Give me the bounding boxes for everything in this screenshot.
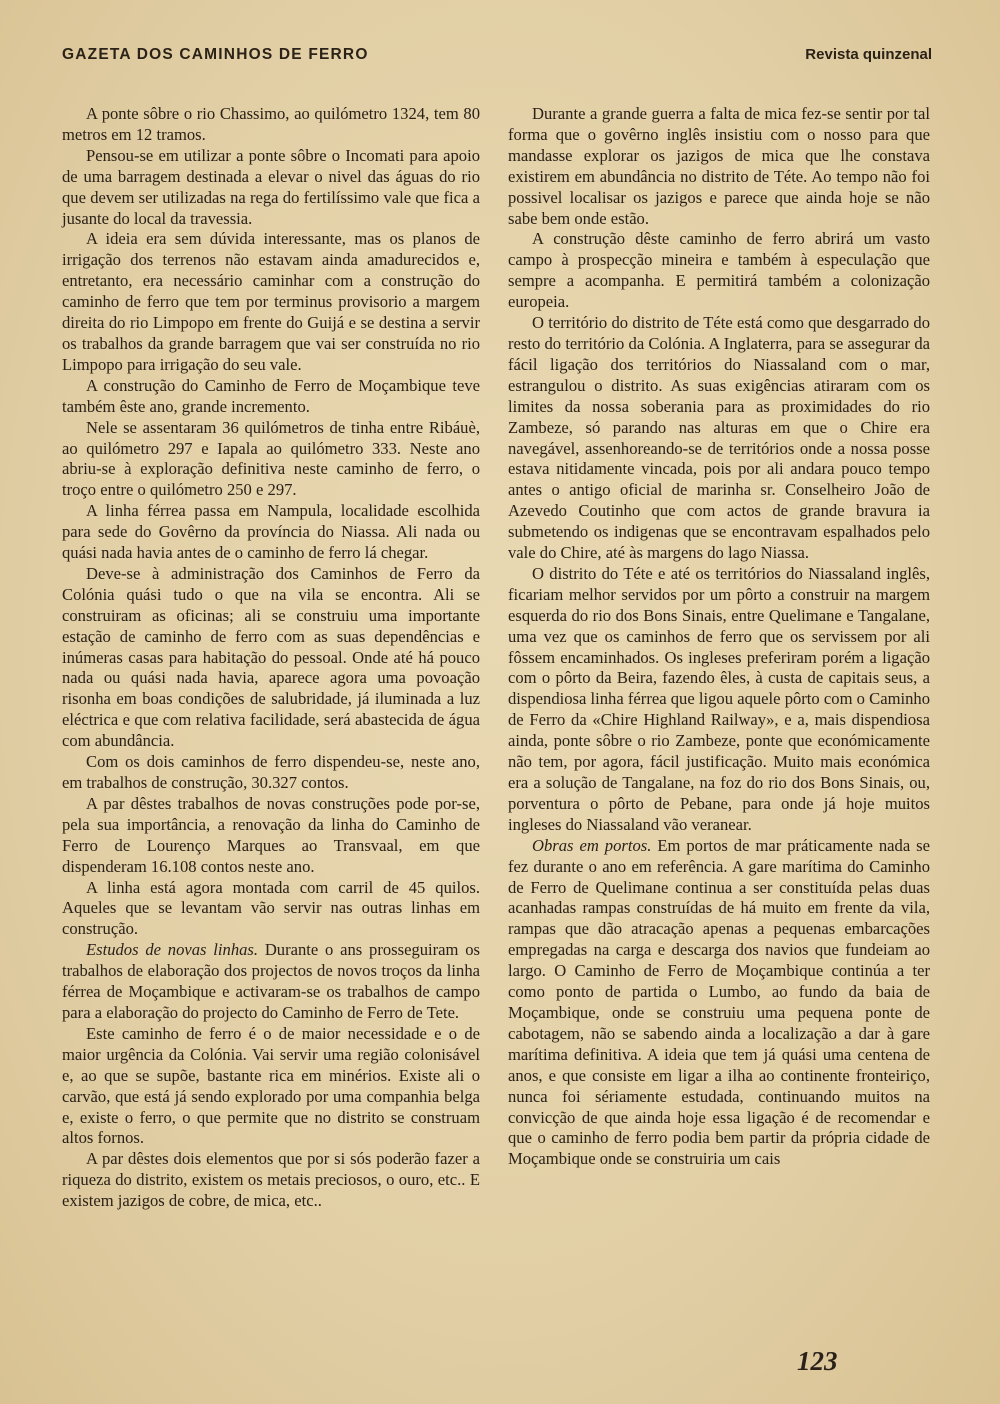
paragraph-text: A ponte sôbre o rio Chassimo, ao quilómetro 1324, tem 80 metros em 12 tramos. — [62, 104, 480, 144]
paragraph — [62, 146, 480, 230]
paragraph-text: Nele se assentaram 36 quilómetros de tinha entre Ribáuè, ao quilómetro 297 e Iapala ao quilómetro 333. Neste ano abriu-se à exploração definitiva neste caminho de ferro, o troço entre o quilómetro 250 e 297. — [62, 417, 480, 500]
paragraph-text: A par dêstes dois elementos que por si sós poderão fazer a riqueza do distrito, existem os metais preciosos, o ouro, etc.. E existem jazigos de cobre, de mica, etc.. — [62, 1149, 480, 1211]
paragraph-text: Com os dois caminhos de ferro dispendeu-se, neste ano, em trabalhos de construção, 30.327 contos. — [62, 752, 480, 792]
paragraph — [62, 940, 480, 1024]
paragraph — [62, 878, 480, 941]
paragraph-text: Em portos de mar práticamente nada se fez durante o ano em referência. A gare marítima do Caminho de Ferro de Quelimane continua a ser constituída pelas duas acanhadas rampas construídas de há muito em frente da vila, rampas que dão atracação apenas a pequenas embarcações empregadas na carga e descarga dos navios que fundeiam ao largo. O Caminho de Ferro de Moçambique continúa a ter como ponto de partida o Lumbo, ao fundo da baia de Moçambique, onde se construiu uma pequena ponte de cabotagem, não se sabendo ainda a localização a dar à gare marítima definitiva. A ideia que tem já quási uma centena de anos, e que consiste em ligar a ilha ao continente fronteiriço, nunca foi sériamente estudada, continuando muitos na convicção de que ainda hoje essa ligação é de recomendar e que o caminho de ferro podia bem partir da própria cidade de Moçambique onde se construiria um cais — [508, 835, 931, 1169]
paragraph — [62, 104, 480, 146]
paragraph-text: A ideia era sem dúvida interessante, mas os planos de irrigação dos terrenos não estavam ainda amadurecidos e, entretanto, era necessário caminhar com a construção do caminho de ferro que tem por terminus provisorio a margem direita do rio Limpopo em frente do Guijá e se destina a servir os trabalhos da grande barragem que vai ser construída no rio Limpopo para irrigação do seu vale. — [62, 229, 480, 374]
paragraph-text: A linha férrea passa em Nampula, localidade escolhida para sede do Govêrno da província do Niassa. Ali nada ou quási nada havia antes de o caminho de ferro lá chegar. — [62, 501, 480, 563]
paragraph — [62, 752, 480, 794]
paragraph — [62, 1149, 480, 1212]
paragraph-text: O distrito do Téte e até os territórios do Niassaland inglês, ficariam melhor servidos por um pôrto a construir na margem esquerda do rio dos Bons Sinais, entre Quelimane e Tangalane, uma vez que os caminhos de ferro que os servissem por ali fôssem encaminhados. Os ingleses preferiram porém a ligação com o pôrto da Beira, fazendo êles, à custa de capitais seus, a dispendiosa linha férrea que ligou aquele pôrto com o Caminho de Ferro da «Chire Highland Railway», e a, mais dispendiosa ainda, ponte sôbre o rio Zambeze, ponte que económicamente não tem, por agora, fácil justificação. Muito mais económica era a solução de Tangalane, na foz do rio dos Bons Sinais, ou, porventura o pôrto de Pebane, para onde já hoje muitos ingleses do Niassaland vão veranear. — [508, 563, 930, 834]
section-lead: Estudos de novas linhas. — [86, 940, 259, 960]
paragraph — [62, 418, 480, 502]
section-lead: Obras em portos. — [532, 835, 652, 855]
paragraph — [508, 564, 930, 836]
paragraph — [508, 229, 930, 313]
paragraph-text: Pensou-se em utilizar a ponte sôbre o Incomati para apoio de uma barragem destinada a elevar o nivel das águas do rio que devem ser utilizadas na rega do fertilíssimo vale que fica a jusante do local da travessia. — [62, 145, 480, 228]
page-number: 123 — [797, 1346, 838, 1376]
paragraph — [62, 229, 480, 375]
paragraph-text: O território do distrito de Téte está como que desgarrado do resto do território da Colónia. A Inglaterra, para se assegurar da fácil ligação dos territórios do Niassaland com o mar, estrangulou o distrito. As suas exigências atiraram com os limites da nossa soberania para as proximidades do rio Zambeze, só parando nas alturas em que o Chire era navegável, assenhoreando-se de territórios onde a nossa posse estava nitidamente vincada, pois por ali andara pouco tempo antes o antigo oficial de marinha sr. Conselheiro João de Azevedo Coutinho que com actos de grande bravura ia submetendo os indigenas que se encontravam espalhados pelo vale do Chire, até às margens do lago Niassa. — [508, 313, 930, 563]
paragraph — [62, 376, 480, 418]
paragraph — [508, 104, 930, 229]
paragraph — [62, 564, 480, 752]
paragraph-text: Deve-se à administração dos Caminhos de Ferro da Colónia quási tudo o que na vila se encontra. Ali se construiram as oficinas; ali se construiu uma importante estação de caminho de ferro com as suas dependências e inúmeras casas para habitação do pessoal. Onde até há pouco nada ou quási nada havia, aparece agora uma povoação risonha em boas condições de salubridade, já iluminada a luz eléctrica e que com relativa facilidade, será abastecida de água com abundância. — [62, 563, 480, 751]
paragraph-text: A linha está agora montada com carril de 45 quilos. Aqueles que se levantam vão servir nas outras linhas em construção. — [62, 877, 480, 939]
paragraph — [508, 313, 930, 564]
paragraph-text: A construção do Caminho de Ferro de Moçambique teve também êste ano, grande incremento. — [62, 375, 480, 416]
paragraph-text: Durante a grande guerra a falta de mica fez-se sentir por tal forma que o govêrno inglês insistiu com o nosso para que mandasse explorar os jazigos de mica que lhe constava existirem em abundância no distrito de Téte. Ao tempo não foi possivel localisar os jazigos e parece que ainda hoje se não sabe bem onde estão. — [508, 104, 930, 228]
paragraph-text: A par dêstes trabalhos de novas construções pode por-se, pela sua importância, a renovação da linha do Caminho de Ferro de Lourenço Marques ao Transvaal, em que dispenderam 16.108 contos neste ano. — [62, 793, 480, 876]
publication-subtitle: Revista quinzenal — [805, 46, 932, 63]
left-column — [62, 104, 480, 1212]
publication-title: GAZETA DOS CAMINHOS DE FERRO — [62, 46, 369, 63]
right-column — [508, 104, 930, 1170]
paragraph — [62, 794, 480, 878]
paragraph-text: Este caminho de ferro é o de maior necessidade e o de maior urgência da Colónia. Vai servir uma região colonisável e, ao que se supõe, bastante rica em minérios. Existe ali o carvão, que está já sendo explorado por uma companhia belga e, existe o ferro, o que permite que no distrito se construam altos fornos. — [62, 1023, 480, 1148]
running-header — [62, 46, 932, 72]
paragraph — [508, 836, 930, 1171]
paragraph-text: Durante o ans prosseguiram os trabalhos de elaboração dos projectos de novos troços da linha férrea de Moçambique e activaram-se os trabalhos de campo para a elaboração do projecto do Caminho de Ferro de Tete. — [62, 940, 481, 1022]
paragraph — [62, 501, 480, 564]
paragraph-text: A construção dêste caminho de ferro abrirá um vasto campo à prospecção mineira e também à especulação que sempre a acompanha. E permitirá também a colonização europeia. — [508, 229, 930, 312]
paragraph — [62, 1024, 480, 1149]
